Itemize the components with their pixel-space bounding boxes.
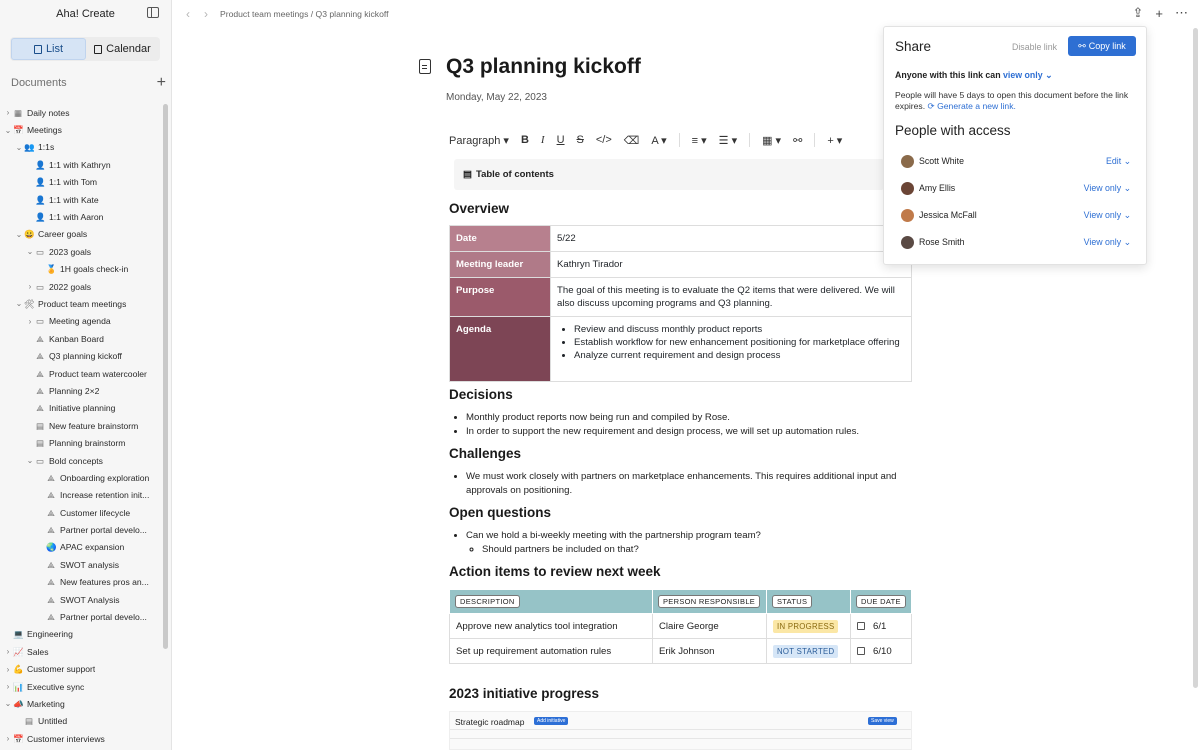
sidebar-item[interactable]: [0, 261, 162, 278]
tab-calendar[interactable]: [86, 38, 159, 60]
questions-list: [466, 529, 761, 556]
sidebar-header: [0, 0, 171, 27]
save-view-button[interactable]: Save view: [868, 717, 897, 725]
table-row: [450, 317, 912, 382]
sidebar-item[interactable]: [0, 643, 162, 660]
generate-link[interactable]: ⟳ Generate a new link.: [927, 101, 1016, 111]
table-key: Meeting leader: [450, 252, 551, 278]
sidebar-item-label: Q3 planning kickoff: [49, 351, 122, 362]
whiteboard-icon: ⟁: [47, 490, 55, 501]
divider: [814, 133, 815, 147]
whiteboard-icon: ⟁: [47, 507, 55, 518]
sidebar-item-label: Customer support: [27, 664, 96, 675]
person-name: Scott White: [919, 156, 964, 166]
sidebar-item-label: New features pros an...: [60, 577, 149, 588]
whiteboard-icon: ⟁: [36, 333, 44, 344]
page-title[interactable]: Q3 planning kickoff: [446, 55, 641, 78]
megaphone-icon: 📣: [13, 698, 24, 709]
agenda-list: [557, 323, 905, 362]
copy-link-button[interactable]: [1068, 36, 1136, 56]
sidebar-item-label: 1H goals check-in: [60, 264, 129, 275]
add-icon[interactable]: +: [1155, 5, 1163, 21]
roadmap-title: Strategic roadmap: [455, 717, 525, 727]
chevron-right-icon[interactable]: ›: [6, 108, 10, 118]
person-row: [901, 181, 1131, 195]
table-key: Date: [450, 226, 551, 252]
avatar: [901, 182, 914, 195]
person-icon: 👤: [35, 177, 46, 188]
list-item: • Establish workflow for new enhancement positioning for marketplace offering: [574, 336, 905, 349]
whiteboard-icon: ⟁: [36, 351, 44, 362]
header-pill: DUE DATE: [856, 595, 906, 608]
sidebar-item-label: Planning 2×2: [49, 385, 100, 396]
people-with-access-title: People with access: [895, 123, 1011, 138]
table-value[interactable]: The goal of this meeting is to evaluate the Q2 items that were delivered. We will also discuss upcoming programs and Q3 planning.: [551, 278, 912, 317]
sidebar-item-label: Product team watercooler: [49, 368, 147, 379]
align-icon[interactable]: ≡ ▾: [691, 134, 707, 147]
breadcrumb[interactable]: Product team meetings / Q3 planning kickoff: [220, 8, 389, 19]
action-status-cell[interactable]: [767, 639, 851, 664]
sidebar-item-label: Career goals: [38, 229, 88, 240]
sidebar-item[interactable]: [0, 574, 162, 591]
folder-icon: ▭: [35, 455, 45, 466]
table-row: [450, 278, 912, 317]
status-badge[interactable]: IN PROGRESS: [773, 620, 838, 633]
sidebar-item[interactable]: [0, 174, 162, 191]
documents-header: [11, 74, 166, 91]
view-switcher: [10, 37, 160, 61]
expiry-text: People will have 5 days to open this document before the link expires.: [895, 90, 1129, 111]
code-icon[interactable]: </>: [595, 134, 612, 146]
avatar: [901, 155, 914, 168]
chevron-right-icon[interactable]: ›: [6, 664, 10, 674]
person-name: Rose Smith: [919, 237, 965, 247]
app-name: Aha! Create: [56, 7, 115, 20]
chevron-right-icon[interactable]: ›: [6, 734, 10, 744]
heading-open-questions: Open questions: [449, 505, 552, 520]
chevron-right-icon[interactable]: ›: [28, 282, 32, 292]
whiteboard-icon: ⟁: [47, 559, 55, 570]
header-pill: STATUS: [772, 595, 812, 608]
document-icon: [34, 45, 42, 54]
chevron-right-icon[interactable]: ›: [6, 647, 10, 657]
person-row: [901, 208, 1131, 222]
sidebar-item[interactable]: [0, 556, 162, 573]
copy-link-label: Copy link: [1088, 41, 1126, 51]
sidebar-item[interactable]: [0, 591, 162, 608]
link-icon: ⚯: [1078, 40, 1086, 51]
sidebar-item-label: 1:1 with Kathryn: [49, 159, 111, 170]
column-header: [851, 590, 912, 614]
link-permission-level: view only: [1003, 70, 1043, 80]
list-item: • Monthly product reports now being run and compiled by Rose.: [466, 411, 859, 425]
person-icon: 👤: [35, 212, 46, 223]
globe-icon: 🌏: [46, 542, 57, 553]
sidebar-item[interactable]: [0, 400, 162, 417]
link-permission-text: Anyone with this link can: [895, 70, 1001, 80]
table-value[interactable]: [551, 317, 912, 382]
checkbox[interactable]: [857, 647, 865, 655]
sidebar-item-label: Partner portal develo...: [60, 612, 147, 623]
checkbox[interactable]: [857, 622, 865, 630]
list-icon[interactable]: ☰ ▾: [718, 134, 738, 147]
sidebar-item-label: SWOT Analysis: [60, 594, 120, 605]
sidebar-item-label: Initiative planning: [49, 403, 116, 414]
share-title: Share: [895, 39, 932, 54]
share-panel: [883, 26, 1147, 265]
strikethrough-icon[interactable]: S: [576, 134, 584, 146]
link-expiry-note: [895, 90, 1140, 112]
page-scrollbar[interactable]: [1193, 28, 1198, 688]
header-pill: PERSON RESPONSIBLE: [658, 595, 760, 608]
divider: [679, 133, 680, 147]
due-date: 6/1: [873, 620, 887, 632]
sidebar-item[interactable]: [0, 330, 162, 347]
sidebar-item-label: Customer interviews: [27, 733, 105, 744]
tools-icon: 🛠: [24, 298, 35, 309]
action-description[interactable]: Set up requirement automation rules: [450, 639, 653, 664]
whiteboard-icon: ⟁: [47, 472, 55, 483]
chevron-down-icon[interactable]: ⌄: [15, 142, 23, 152]
sidebar-item[interactable]: [0, 121, 162, 138]
sidebar-item[interactable]: [0, 504, 162, 521]
folder-icon: ▭: [35, 281, 45, 292]
sidebar-item-label: Executive sync: [27, 681, 85, 692]
table-header-row: [450, 590, 912, 614]
people-icon: 👥: [24, 142, 35, 153]
whiteboard-icon: ⟁: [47, 594, 55, 605]
permission-label: Edit: [1106, 155, 1122, 166]
heading-initiative-progress: 2023 initiative progress: [449, 686, 600, 701]
table-row: [450, 614, 912, 639]
muscle-icon: 💪: [13, 664, 24, 675]
calendar-icon: ▦: [13, 107, 23, 118]
permission-label: View only: [1083, 236, 1122, 247]
sidebar-item[interactable]: [0, 226, 162, 243]
back-arrow-icon[interactable]: ‹: [186, 6, 190, 21]
sidebar-item-label: Meeting agenda: [49, 316, 111, 327]
table-of-contents[interactable]: [454, 159, 884, 190]
action-description[interactable]: Approve new analytics tool integration: [450, 614, 653, 639]
sidebar-item[interactable]: [0, 695, 162, 712]
medal-icon: 🏅: [46, 264, 57, 275]
chevron-down-icon[interactable]: ⌄: [15, 299, 23, 309]
sidebar-item-label: Kanban Board: [49, 333, 104, 344]
sidebar-item[interactable]: [0, 156, 162, 173]
link-icon[interactable]: ⚯: [793, 134, 803, 147]
documents-label: Documents: [11, 77, 67, 89]
link-permission-dropdown[interactable]: view only ⌄: [1003, 70, 1053, 80]
folder-icon: ▭: [35, 246, 45, 257]
table-row: [450, 252, 912, 278]
sidebar-item-label: Daily notes: [27, 107, 70, 118]
person-row: [901, 154, 1131, 168]
sidebar-item[interactable]: [0, 730, 162, 747]
chart-up-icon: 📈: [13, 646, 24, 657]
sub-list: [466, 543, 761, 557]
action-items-table: [449, 589, 912, 664]
list-item: • Review and discuss monthly product reports: [574, 323, 905, 336]
sidebar-item[interactable]: [0, 434, 162, 451]
forward-arrow-icon[interactable]: ›: [204, 6, 208, 21]
list-item: ◦ Should partners be included on that?: [482, 543, 761, 557]
sidebar-item-label: 2023 goals: [49, 246, 92, 257]
due-date: 6/10: [873, 645, 892, 657]
action-due-cell[interactable]: [851, 614, 912, 639]
sidebar-item[interactable]: [0, 678, 162, 695]
whiteboard-icon: ⟁: [36, 368, 44, 379]
sidebar-item[interactable]: [0, 382, 162, 399]
document-tree: [0, 104, 162, 747]
chevron-down-icon[interactable]: ⌄: [15, 229, 23, 239]
list-item: • In order to support the new requirement and design process, we will set up automation rules.: [466, 425, 859, 439]
add-initiative-button[interactable]: Add initiative: [534, 717, 568, 725]
sidebar-item-label: Engineering: [27, 629, 73, 640]
tab-list-label: List: [45, 43, 64, 55]
person-icon: 👤: [35, 159, 46, 170]
sidebar-item-label: Onboarding exploration: [60, 472, 150, 483]
toc-label: Table of contents: [475, 169, 554, 180]
sidebar-item[interactable]: [0, 608, 162, 625]
generate-link-label: Generate a new link.: [937, 101, 1016, 111]
emoji-icon: 😀: [24, 229, 35, 240]
heading-overview: Overview: [449, 201, 510, 216]
sidebar-item[interactable]: [0, 452, 162, 469]
sidebar-item[interactable]: [0, 626, 162, 643]
paragraph-label: Paragraph: [449, 134, 501, 147]
person-icon: 👤: [35, 194, 46, 205]
whiteboard-icon: ⟁: [36, 385, 44, 396]
document-icon: [419, 59, 431, 74]
person-name: Jessica McFall: [919, 210, 977, 220]
divider: [749, 133, 750, 147]
editor-toolbar: [449, 131, 909, 149]
sidebar-item-label: 1:1 with Kate: [49, 194, 99, 205]
column-header: [450, 590, 653, 614]
sidebar-item[interactable]: [0, 278, 162, 295]
bar-chart-icon: 📊: [13, 681, 24, 692]
sidebar-item-label: Marketing: [27, 698, 65, 709]
sidebar-item-label: SWOT analysis: [60, 559, 120, 570]
table-row: [450, 639, 912, 664]
status-badge[interactable]: NOT STARTED: [773, 645, 838, 658]
action-due-cell[interactable]: [851, 639, 912, 664]
sidebar-item-label: Customer lifecycle: [60, 507, 131, 518]
chevron-down-icon[interactable]: ⌄: [26, 247, 34, 257]
calendar-icon: [94, 45, 102, 54]
eraser-icon[interactable]: ⌫: [623, 134, 640, 147]
table-key: Agenda: [450, 317, 551, 382]
document-icon: ▤: [24, 716, 34, 727]
bold-icon[interactable]: B: [520, 134, 529, 146]
whiteboard-icon: ⟁: [36, 403, 44, 414]
calendar-icon: 📅: [13, 125, 24, 136]
sidebar-item-label: 1:1s: [38, 142, 55, 153]
sidebar-item-label: 1:1 with Tom: [49, 177, 98, 188]
sidebar-toggle-icon[interactable]: [147, 7, 159, 18]
permission-label: View only: [1083, 182, 1122, 193]
document-icon: ▤: [35, 420, 45, 431]
list-item: • We must work closely with partners on marketplace enhancements. This requires additional input and approvals on positioning.: [466, 470, 916, 497]
italic-icon[interactable]: I: [540, 134, 545, 146]
header-pill: DESCRIPTION: [455, 595, 520, 608]
chevron-down-icon[interactable]: ⌄: [4, 125, 12, 135]
sidebar-item[interactable]: [0, 417, 162, 434]
chevron-down-icon[interactable]: ⌄: [4, 699, 12, 709]
whiteboard-icon: ⟁: [47, 577, 55, 588]
sidebar-item-label: Planning brainstorm: [49, 438, 126, 449]
add-document-icon[interactable]: +: [156, 74, 166, 91]
sidebar-item[interactable]: [0, 487, 162, 504]
top-bar: [172, 0, 1200, 27]
sidebar-item-label: Bold concepts: [49, 455, 103, 466]
calendar-icon: 📅: [13, 733, 24, 744]
document-date: Monday, May 22, 2023: [446, 92, 547, 103]
sidebar-item[interactable]: [0, 539, 162, 556]
folder-icon: ▭: [35, 316, 45, 327]
action-person[interactable]: Erik Johnson: [653, 639, 767, 664]
action-status-cell[interactable]: [767, 614, 851, 639]
sidebar-item-label: Partner portal develo...: [60, 525, 147, 536]
link-permission: [895, 70, 1052, 81]
table-value[interactable]: Kathryn Tirador: [551, 252, 912, 278]
permission-dropdown[interactable]: View only ⌄: [1083, 209, 1131, 220]
avatar: [901, 209, 914, 222]
share-icon[interactable]: ⇪: [1132, 5, 1144, 20]
person-name: Amy Ellis: [919, 183, 956, 193]
document-icon: ▤: [35, 438, 45, 449]
heading-action-items: Action items to review next week: [449, 564, 661, 579]
sidebar-item-label: Increase retention init...: [60, 490, 150, 501]
sidebar-item[interactable]: [0, 243, 162, 260]
permission-dropdown[interactable]: Edit ⌄: [1106, 155, 1131, 166]
computer-icon: 💻: [13, 629, 24, 640]
sidebar: [0, 0, 172, 750]
challenges-list: [466, 470, 916, 497]
tab-list[interactable]: [11, 38, 86, 60]
sidebar-item-label: Sales: [27, 646, 49, 657]
whiteboard-icon: ⟁: [47, 612, 55, 623]
list-item: [466, 529, 761, 556]
chevron-right-icon[interactable]: ›: [6, 682, 10, 692]
sidebar-item[interactable]: [0, 208, 162, 225]
permission-dropdown[interactable]: View only ⌄: [1083, 236, 1131, 247]
sidebar-item[interactable]: [0, 469, 162, 486]
sidebar-item[interactable]: [0, 521, 162, 538]
list-item: • Analyze current requirement and design process: [574, 349, 905, 362]
sidebar-item[interactable]: [0, 139, 162, 156]
more-icon[interactable]: ⋯: [1175, 5, 1188, 20]
paragraph-style-dropdown[interactable]: Paragraph ▾: [449, 134, 509, 147]
tab-calendar-label: Calendar: [106, 43, 151, 55]
top-actions: [1133, 5, 1189, 21]
table-value[interactable]: 5/22: [551, 226, 912, 252]
action-person[interactable]: Claire George: [653, 614, 767, 639]
sidebar-item-label: Untitled: [38, 716, 68, 727]
sidebar-item-label: Product team meetings: [38, 298, 127, 309]
person-row: [901, 235, 1131, 249]
text-color-icon[interactable]: A ▾: [651, 134, 667, 147]
heading-decisions: Decisions: [449, 387, 513, 402]
sidebar-item[interactable]: [0, 365, 162, 382]
heading-challenges: Challenges: [449, 446, 522, 461]
decisions-list: [466, 411, 859, 438]
column-header: [653, 590, 767, 614]
question-text: Can we hold a bi-weekly meeting with the partnership program team?: [466, 530, 761, 541]
sidebar-item[interactable]: [0, 295, 162, 312]
sidebar-item[interactable]: [0, 191, 162, 208]
table-icon[interactable]: ▦ ▾: [762, 134, 782, 147]
roadmap-filter-bar: [450, 729, 911, 739]
permission-dropdown[interactable]: View only ⌄: [1083, 182, 1131, 193]
sidebar-item[interactable]: [0, 347, 162, 364]
sidebar-item[interactable]: [0, 104, 162, 121]
table-key: Purpose: [450, 278, 551, 317]
avatar: [901, 236, 914, 249]
sidebar-item-label: New feature brainstorm: [49, 420, 139, 431]
underline-icon[interactable]: U: [556, 134, 565, 146]
sidebar-item[interactable]: [0, 313, 162, 330]
insert-icon[interactable]: + ▾: [827, 134, 843, 147]
sidebar-item-label: APAC expansion: [60, 542, 125, 553]
toc-icon: ▤: [463, 169, 472, 180]
disable-link-button[interactable]: Disable link: [1012, 42, 1057, 52]
whiteboard-icon: ⟁: [47, 525, 55, 536]
sidebar-item-label: Meetings: [27, 125, 62, 136]
permission-label: View only: [1083, 209, 1122, 220]
chevron-right-icon[interactable]: ›: [28, 316, 32, 326]
sidebar-item-label: 1:1 with Aaron: [49, 212, 104, 223]
column-header: [767, 590, 851, 614]
sidebar-scrollbar[interactable]: [163, 104, 168, 649]
overview-table: [449, 225, 912, 382]
table-row: [450, 226, 912, 252]
chevron-down-icon[interactable]: ⌄: [26, 456, 34, 465]
roadmap-embed[interactable]: [449, 711, 912, 750]
sidebar-item[interactable]: [0, 661, 162, 678]
sidebar-item-label: 2022 goals: [49, 281, 92, 292]
sidebar-item[interactable]: [0, 713, 162, 730]
